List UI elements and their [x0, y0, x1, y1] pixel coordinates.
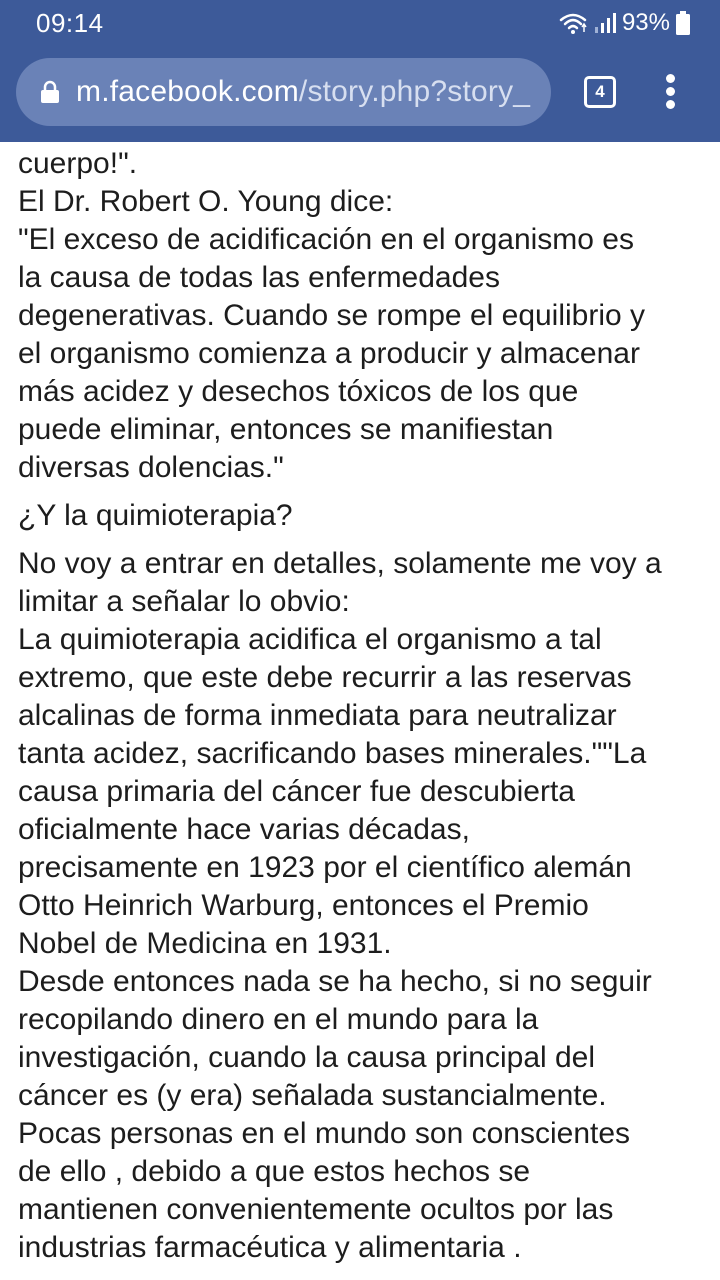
text-line: limitar a señalar lo obvio: [18, 585, 350, 618]
status-icons [558, 8, 690, 38]
text-line: "El exceso de acidificación en el organismo es [18, 223, 634, 256]
text-line: causa primaria del cáncer fue descubierta [18, 775, 575, 808]
text-line: cuerpo!". [18, 147, 138, 180]
text-line: Pocas personas en el mundo son conscientes [18, 1117, 631, 1150]
text-line: Otto Heinrich Warburg, entonces el Premio [18, 889, 589, 922]
overflow-menu-button[interactable] [656, 74, 686, 110]
text-line: puede eliminar, entonces se manifiestan [18, 413, 554, 446]
text-line: la causa de todas las enfermedades [18, 261, 500, 294]
tab-switcher-button[interactable] [584, 76, 616, 108]
text-line: El Dr. Robert O. Young dice: [18, 185, 394, 218]
text-line: más acidez y desechos tóxicos de los que [18, 375, 579, 408]
lock-icon [40, 80, 60, 104]
browser-toolbar [0, 46, 720, 142]
article-question: ¿Y la quimioterapia? [18, 499, 293, 532]
text-line: Desde entonces nada se ha hecho, si no seguir [18, 965, 652, 998]
text-line: de ello , debido a que estos hechos se [18, 1155, 531, 1188]
text-line: alcalinas de forma inmediata para neutralizar [18, 699, 617, 732]
status-bar [0, 0, 720, 46]
text-line: tanta acidez, sacrificando bases minerales.""La [18, 737, 647, 770]
wifi-icon [558, 11, 588, 35]
text-line: industrias farmacéutica y alimentaria . [18, 1231, 522, 1264]
text-line: Nobel de Medicina en 1931. [18, 927, 392, 960]
text-line: degenerativas. Cuando se rompe el equilibrio y [18, 299, 646, 332]
text-line: investigación, cuando la causa principal del [18, 1041, 596, 1074]
text-line: diversas dolencias." [18, 451, 284, 484]
text-line: extremo, que este debe recurrir a las reservas [18, 661, 632, 694]
text-line: el organismo comienza a producir y almacenar [18, 337, 640, 370]
post-content [18, 142, 708, 1280]
text-line: mantienen convenientemente ocultos por las [18, 1193, 614, 1226]
url-path: /story.php?story_ [298, 75, 531, 108]
article-paragraph-main [18, 545, 708, 1267]
text-line: La quimioterapia acidifica el organismo a tal [18, 623, 602, 656]
address-bar[interactable] [16, 58, 551, 126]
battery-icon [676, 11, 690, 35]
url-text[interactable] [76, 58, 530, 126]
tabs-icon: 4 [584, 76, 616, 108]
text-line: oficialmente hace varias décadas, [18, 813, 470, 846]
text-line: cáncer es (y era) señalada sustancialmente. [18, 1079, 607, 1112]
signal-icon [594, 12, 616, 34]
text-line: precisamente en 1923 por el científico alemán [18, 851, 632, 884]
text-line: recopilando dinero en el mundo para la [18, 1003, 539, 1036]
url-host: m.facebook.com [76, 75, 299, 108]
text-line: No voy a entrar en detalles, solamente me voy a [18, 547, 662, 580]
battery-percentage: 93% [621, 9, 670, 36]
status-time: 09:14 [36, 8, 104, 38]
article-paragraph-quote [18, 145, 708, 487]
